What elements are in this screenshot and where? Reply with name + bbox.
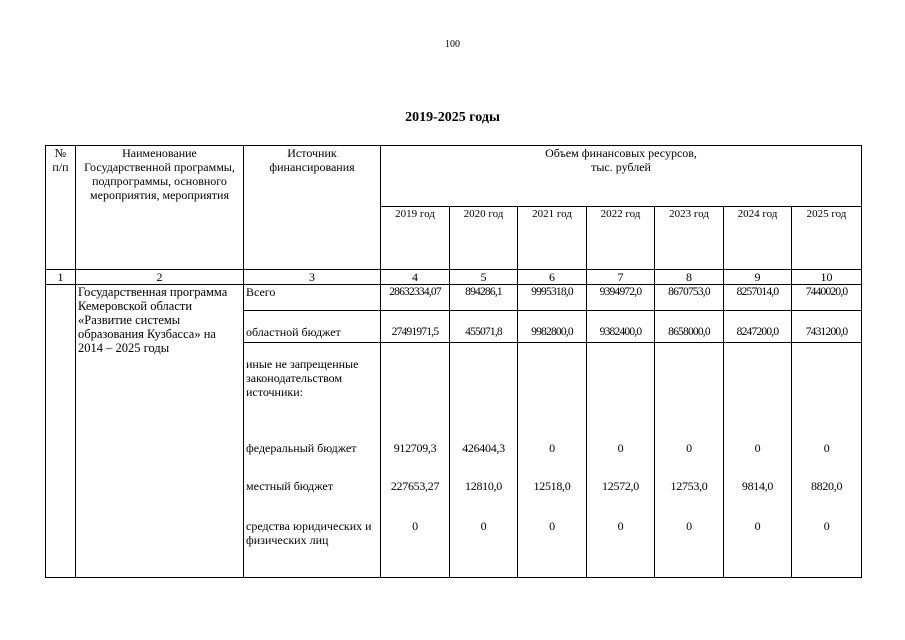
column-number: 3 [244,270,381,285]
value-cell: 0 [617,519,624,533]
header-source: Источник финансирования [244,146,381,270]
value-cell-group [587,343,655,578]
header-year: 2021 год [518,207,587,270]
program-num [46,285,76,578]
value-cell: 0 [686,519,692,533]
value-cell: 9814,0 [741,479,774,493]
value-cell: 12518,0 [533,479,571,493]
value-cell [589,357,652,441]
value-cell: 426404,3 [462,441,505,455]
value-cell [452,357,515,441]
column-number: 6 [518,270,587,285]
value-cell: 0 [823,441,830,455]
column-number: 7 [587,270,655,285]
column-number: 2 [76,270,244,285]
value-cell: 0 [754,519,761,533]
value-cell: 0 [823,519,830,533]
value-cell: 0 [686,441,692,455]
value-cell: 12572,0 [602,479,639,493]
column-number: 4 [381,270,450,285]
value-cell: 9982800,0 [518,311,587,343]
value-cell: 8670753,0 [655,285,724,311]
value-cell: 28632334,07 [381,285,450,311]
page-number: 100 [445,39,460,50]
column-number: 8 [655,270,724,285]
source-cell: Всего [244,285,381,311]
header-name: Наименование Государственной программы, подпрограммы, основного мероприятия, мероприятия [76,146,244,270]
value-cell: 9995318,0 [518,285,587,311]
value-cell: 912709,3 [393,441,437,455]
source-cell: областной бюджет [244,311,381,343]
value-cell-group [792,343,862,578]
program-name: Государственная программа Кемеровской области «Развитие системы образования Кузбасса» на 2014 – 2025 годы [76,285,244,578]
value-cell [520,357,584,441]
header-volume: Объем финансовых ресурсов, тыс. рублей [381,146,862,207]
value-cell: 0 [754,441,761,455]
header-year: 2024 год [724,207,792,270]
value-cell: 9394972,0 [587,285,655,311]
value-cell [726,357,789,441]
value-cell: 7440020,0 [792,285,862,311]
header-year: 2025 год [792,207,862,270]
financing-table [45,145,862,578]
column-number: 1 [46,270,76,285]
value-cell: 455071,8 [450,311,518,343]
value-cell-group [518,343,587,578]
column-number: 10 [792,270,862,285]
value-cell: 0 [480,519,487,533]
value-cell: 0 [549,519,555,533]
value-cell-group [724,343,792,578]
value-cell: 227653,27 [390,479,440,493]
value-cell [794,357,859,441]
value-cell [383,357,447,441]
value-cell: 0 [549,441,555,455]
value-cell: 0 [617,441,624,455]
value-cell: 8658000,0 [655,311,724,343]
value-cell: 894286,1 [450,285,518,311]
value-cell: 12753,0 [670,479,708,493]
header-year: 2020 год [450,207,518,270]
value-cell [657,357,721,441]
value-cell: 8820,0 [810,479,843,493]
document-title: 2019-2025 годы [405,110,500,125]
source-cell-group [244,343,381,578]
value-cell-group [655,343,724,578]
column-number: 5 [450,270,518,285]
column-number: 9 [724,270,792,285]
value-cell-group [381,343,450,578]
source-legal-entities: средства юридических и физических лиц [246,519,372,547]
value-cell: 0 [412,519,418,533]
header-year: 2022 год [587,207,655,270]
header-num: № п/п [46,146,76,270]
value-cell: 9382400,0 [587,311,655,343]
header-year: 2023 год [655,207,724,270]
header-year: 2019 год [381,207,450,270]
source-local: местный бюджет [246,479,333,493]
value-cell: 27491971,5 [381,311,450,343]
table-row [46,285,862,311]
value-cell: 7431200,0 [792,311,862,343]
value-cell: 8247200,0 [724,311,792,343]
value-cell: 8257014,0 [724,285,792,311]
value-cell-group [450,343,518,578]
source-federal: федеральный бюджет [246,441,357,455]
source-other: иные не запрещенные законодательством источники: [246,357,359,399]
value-cell: 12810,0 [465,479,502,493]
